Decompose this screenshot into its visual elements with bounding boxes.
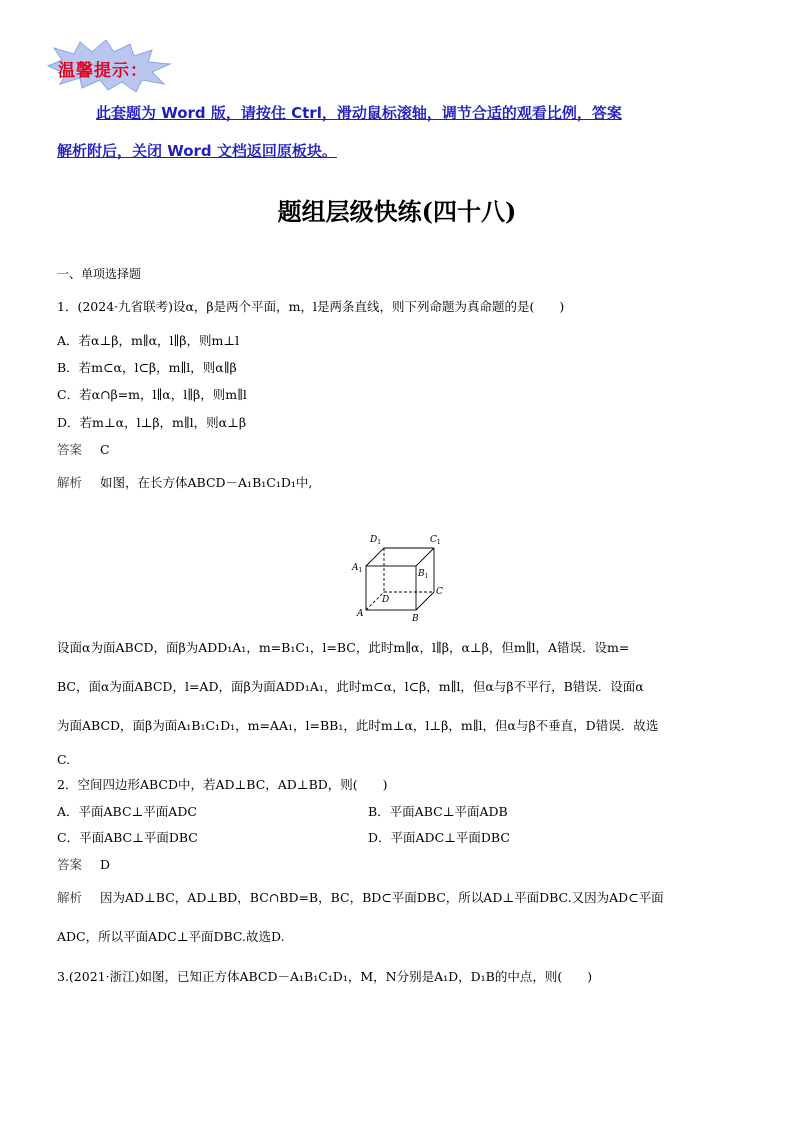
notice-line-1: 此套题为 Word 版，请按住 Ctrl，滑动鼠标滚轴，调节合适的观看比例，答案: [96, 104, 622, 122]
figure-label-c1: $C_1$: [430, 535, 441, 546]
q1-answer-label: 答案: [57, 442, 83, 457]
q2-option-a: A．平面ABC⊥平面ADC: [57, 804, 197, 819]
q2-option-b: B．平面ABC⊥平面ADB: [368, 804, 508, 819]
q1-option-a: A．若α⊥β，m∥α，l∥β，则m⊥l: [57, 333, 240, 348]
q1-analysis-intro: 如图，在长方体ABCD－A₁B₁C₁D₁中,: [100, 475, 313, 490]
figure-label-a1: $A_1$: [352, 563, 363, 574]
q1-option-c: C．若α∩β=m，l∥α，l∥β，则m∥l: [57, 387, 247, 402]
notice-line-2: 解析附后，关闭 Word 文档返回原板块。: [57, 142, 337, 160]
page-title: 题组层级快练(四十八): [277, 197, 517, 226]
section-heading: 一、单项选择题: [57, 267, 142, 281]
q1-analysis-line-1: 设面α为面ABCD，面β为ADD₁A₁，m=B₁C₁，l=BC，此时m∥α，l∥β，α⊥β，但m∥l，A错误．设m=: [57, 640, 630, 655]
q2-analysis-line-1: 因为AD⊥BC，AD⊥BD，BC∩BD=B，BC，BD⊂平面DBC，所以AD⊥平面DBC.又因为AD⊂平面: [100, 890, 664, 905]
figure-label-b: B: [412, 614, 419, 624]
figure-label-a: A: [357, 609, 364, 619]
figure-label-d: D: [382, 595, 390, 605]
figure-label-d1: $D_1$: [370, 535, 382, 546]
tip-label: 温馨提示：: [58, 61, 148, 81]
q2-answer-label: 答案: [57, 857, 83, 872]
q1-analysis-label: 解析: [57, 475, 83, 490]
q2-analysis-label: 解析: [57, 890, 83, 905]
q1-option-d: D．若m⊥α，l⊥β，m∥l，则α⊥β: [57, 415, 247, 430]
q2-analysis-line-2: ADC，所以平面ADC⊥平面DBC.故选D.: [57, 929, 285, 944]
q1-analysis-line-4: C.: [57, 752, 71, 767]
q1-answer-value: C: [100, 442, 110, 457]
q2-answer-value: D: [100, 857, 111, 872]
q2-option-d: D．平面ADC⊥平面DBC: [368, 830, 510, 845]
q1-analysis-line-3: 为面ABCD，面β为面A₁B₁C₁D₁，m=AA₁，l=BB₁，此时m⊥α，l⊥β，m∥l，但α与β不垂直，D错误．故选: [57, 718, 659, 733]
q1-stem: 1．(2024·九省联考)设α，β是两个平面，m，l是两条直线，则下列命题为真命题的是( ): [57, 299, 565, 314]
q1-analysis-line-2: BC，面α为面ABCD，l=AD，面β为面ADD₁A₁，此时m⊂α，l⊂β，m∥l，但α与β不平行，B错误．设面α: [57, 679, 644, 694]
q3-stem: 3.(2021·浙江)如图，已知正方体ABCD－A₁B₁C₁D₁，M，N分别是A₁D，D₁B的中点，则( ): [57, 969, 593, 984]
cuboid-figure: [346, 528, 450, 624]
q2-stem: 2．空间四边形ABCD中，若AD⊥BC，AD⊥BD，则( ): [57, 777, 388, 792]
figure-label-c: C: [436, 587, 443, 597]
q2-option-c: C．平面ABC⊥平面DBC: [57, 830, 198, 845]
figure-label-b1: $B_1$: [418, 569, 429, 580]
q1-option-b: B．若m⊂α，l⊂β，m∥l，则α∥β: [57, 360, 237, 375]
